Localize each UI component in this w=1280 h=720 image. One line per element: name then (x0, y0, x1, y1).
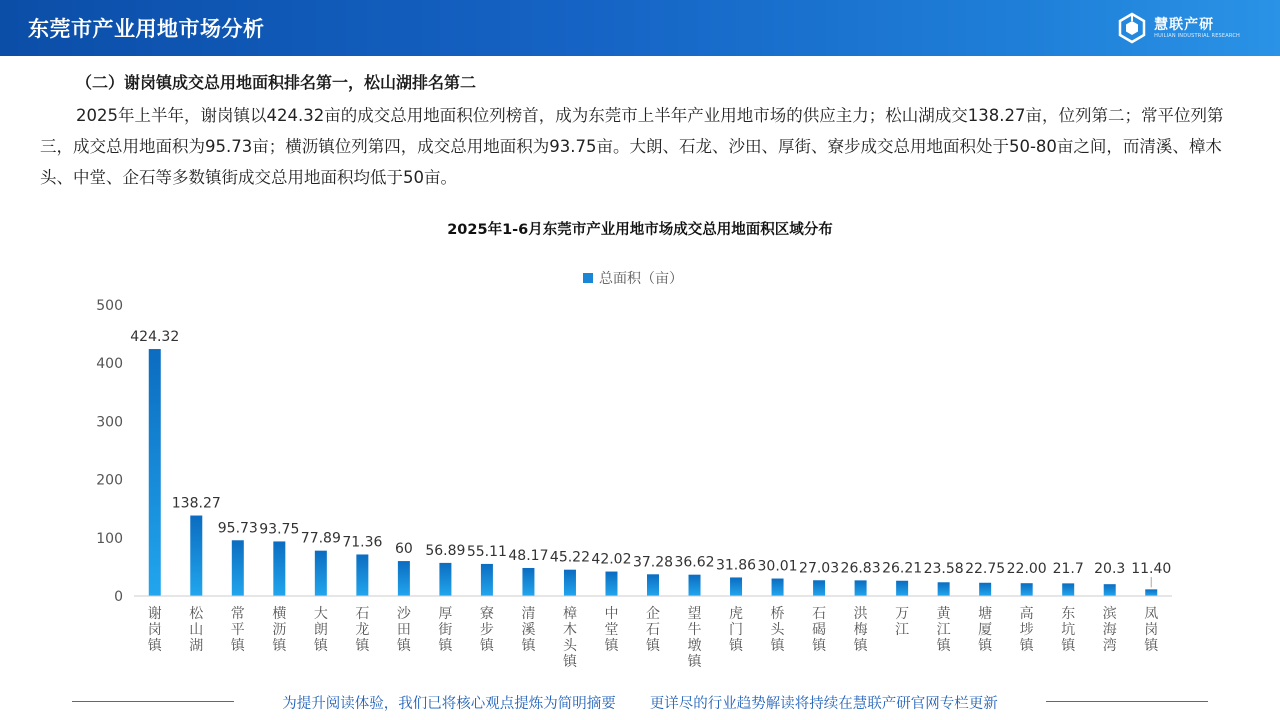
x-tick-label-char: 江 (936, 622, 951, 638)
data-label: 56.89 (425, 542, 466, 559)
x-tick-label-char: 堂 (604, 622, 619, 638)
x-tick-label-char: 厦 (978, 622, 993, 638)
summary-paragraph: 2025年上半年，谢岗镇以424.32亩的成交总用地面积位列榜首，成为东莞市上半年产业用地市场的供应主力；松山湖成交138.27亩，位列第二；常平位列第三，成交总用地面积为95.73亩；横沥镇位列第四，成交总用地面积为93.75亩。大朗、石龙、沙田、厚街、寮步成交总用地面积处于50-80亩之间，而清溪、樟木头、中堂、企石等多数镇街成交总用地面积均低于50亩。 (40, 106, 1224, 187)
x-tick-label-char: 龙 (355, 622, 370, 638)
bar[interactable] (356, 554, 368, 596)
x-tick-label-char: 田 (396, 622, 411, 638)
x-tick-label-char: 镇 (812, 638, 827, 654)
data-label: 20.3 (1094, 561, 1126, 577)
bar[interactable] (855, 580, 867, 596)
bar[interactable] (730, 577, 742, 596)
data-label: 30.01 (757, 558, 798, 575)
y-axis (96, 298, 123, 605)
bar[interactable] (190, 516, 202, 596)
x-tick-label-char: 镇 (396, 638, 411, 654)
x-tick-label-char: 高 (1019, 606, 1034, 622)
bar[interactable] (938, 582, 950, 596)
x-tick-label-char: 朗 (313, 622, 328, 638)
x-tick-label-char: 岗 (147, 622, 162, 638)
data-label: 26.83 (840, 560, 881, 577)
legend-label: 总面积（亩） (599, 271, 683, 287)
bar[interactable] (772, 579, 784, 596)
footer-divider-left (72, 701, 234, 702)
bars-group (130, 329, 1171, 596)
x-tick-label-char: 桥 (770, 606, 785, 622)
x-tick-label-char: 镇 (230, 638, 245, 654)
x-tick-label-char: 镇 (687, 654, 702, 670)
x-tick-label-char: 溪 (521, 622, 536, 638)
x-tick-label-char: 沙 (396, 606, 411, 622)
x-tick-label-char: 滨 (1102, 606, 1117, 622)
x-tick-label-char: 镇 (521, 638, 536, 654)
x-tick-label-char: 凤 (1144, 606, 1159, 622)
x-tick-label-char: 平 (230, 622, 245, 638)
data-label: 45.22 (549, 549, 591, 566)
x-tick-label-char: 望 (687, 606, 702, 622)
x-tick-label-char: 碣 (812, 622, 827, 638)
x-tick-label-char: 镇 (272, 638, 287, 654)
x-tick-label-char: 厚 (438, 606, 453, 622)
bar[interactable] (979, 583, 991, 596)
data-label: 21.7 (1052, 561, 1084, 577)
x-tick-label-char: 镇 (355, 638, 370, 654)
x-tick-label-char: 镇 (479, 638, 494, 654)
x-tick-label-char: 海 (1102, 622, 1117, 638)
bar[interactable] (1104, 584, 1116, 596)
x-tick-label-char: 镇 (978, 638, 993, 654)
bar[interactable] (605, 572, 617, 596)
x-tick-label-char: 梅 (853, 622, 868, 638)
x-tick-label-char: 木 (562, 622, 577, 638)
bar[interactable] (439, 563, 451, 596)
bar[interactable] (273, 541, 285, 596)
x-tick-label-char: 樟 (562, 606, 577, 622)
x-tick-label-char: 牛 (687, 622, 702, 638)
brand-name: 慧联产研 (1154, 16, 1215, 33)
bar[interactable] (896, 581, 908, 596)
x-tick-label-char: 镇 (936, 638, 951, 654)
x-tick-label-char: 万 (895, 606, 910, 622)
data-label: 93.75 (259, 521, 300, 538)
data-label: 48.17 (508, 547, 549, 564)
data-label: 42.02 (591, 551, 632, 568)
data-label: 22.75 (965, 561, 1006, 577)
page-title: 东莞市产业用地市场分析 (28, 17, 265, 41)
bar[interactable] (232, 540, 244, 596)
x-tick-label-char: 镇 (313, 638, 328, 654)
x-tick-label-char: 企 (646, 606, 660, 622)
x-tick-label-char: 镇 (853, 638, 868, 654)
bar[interactable] (813, 580, 825, 596)
y-tick-label: 100 (96, 530, 123, 547)
x-tick-label-char: 埗 (1019, 622, 1034, 638)
x-tick-label-char: 石 (812, 606, 827, 622)
x-tick-label-char: 虎 (729, 606, 744, 622)
x-tick-label-char: 坑 (1061, 622, 1076, 638)
x-tick-label-char: 东 (1061, 606, 1076, 622)
x-tick-label-char: 头 (562, 638, 577, 654)
x-tick-label-char: 江 (895, 622, 910, 638)
x-tick-label-char: 塘 (978, 606, 993, 622)
bar[interactable] (1021, 583, 1033, 596)
data-label: 36.62 (674, 554, 715, 571)
y-tick-label: 500 (96, 298, 123, 314)
data-label: 11.40 (1131, 561, 1172, 577)
x-tick-label-char: 山 (189, 622, 204, 638)
x-tick-label-char: 石 (355, 606, 370, 622)
x-tick-label-char: 寮 (479, 606, 494, 622)
footer-divider-right (1046, 701, 1208, 702)
data-label: 31.86 (715, 557, 757, 574)
bar[interactable] (564, 570, 576, 596)
data-label: 26.21 (882, 560, 923, 577)
x-tick-label-char: 门 (729, 622, 744, 638)
x-tick-label-char: 中 (604, 606, 619, 622)
bar[interactable] (522, 568, 534, 596)
bar[interactable] (1145, 589, 1157, 596)
y-tick-label: 0 (114, 589, 123, 605)
x-tick-label-char: 步 (479, 622, 494, 638)
x-tick-label-char: 镇 (147, 638, 162, 654)
footer-text-left: 为提升阅读体验，我们已将核心观点提炼为简明摘要 (282, 695, 616, 712)
data-label: 22.00 (1006, 561, 1047, 577)
x-tick-label-char: 镇 (729, 638, 744, 654)
data-label: 424.32 (130, 329, 180, 346)
x-tick-label-char: 洪 (853, 606, 868, 622)
data-label: 77.89 (300, 530, 341, 547)
x-tick-label-char: 湾 (1102, 638, 1117, 654)
x-tick-label-char: 镇 (770, 638, 785, 654)
bar[interactable] (149, 349, 161, 596)
x-tick-label-char: 镇 (438, 638, 453, 654)
brand-subtitle: HUILIAN INDUSTRIAL RESEARCH (1154, 32, 1240, 39)
x-tick-label-char: 谢 (147, 606, 162, 622)
y-tick-label: 400 (96, 356, 123, 373)
x-tick-label-char: 街 (438, 622, 453, 638)
footer-text-right: 更详尽的行业趋势解读将持续在慧联产研官网专栏更新 (649, 695, 998, 712)
x-tick-label-char: 镇 (562, 654, 577, 670)
x-tick-label-char: 松 (189, 606, 204, 622)
y-tick-label: 300 (96, 414, 123, 431)
section-heading: （二）谢岗镇成交总用地面积排名第一，松山湖排名第二 (76, 73, 477, 92)
x-tick-label-char: 清 (521, 606, 536, 622)
data-label: 95.73 (217, 520, 258, 537)
bar[interactable] (315, 551, 327, 596)
x-tick-label-char: 大 (313, 606, 328, 622)
x-tick-label-char: 湖 (189, 638, 204, 654)
bar[interactable] (647, 574, 659, 596)
x-tick-label-char: 岗 (1144, 622, 1159, 638)
bar[interactable] (481, 564, 493, 596)
data-label: 55.11 (466, 543, 507, 560)
x-tick-label-char: 横 (272, 606, 287, 622)
data-label: 23.58 (923, 561, 964, 577)
x-tick-label-char: 黄 (936, 606, 951, 622)
footer (0, 690, 1280, 714)
x-tick-label-char: 墩 (687, 638, 702, 654)
data-label: 138.27 (171, 495, 221, 512)
bar[interactable] (1062, 583, 1074, 596)
chart-title: 2025年1-6月东莞市产业用地市场成交总用地面积区域分布 (447, 222, 833, 238)
x-axis (134, 596, 1172, 670)
x-tick-label-char: 常 (230, 606, 245, 622)
x-tick-label-char: 镇 (1019, 638, 1034, 654)
x-tick-label-char: 镇 (646, 638, 660, 654)
data-label: 37.28 (632, 554, 674, 571)
x-tick-label-char: 石 (646, 622, 660, 638)
data-label: 71.36 (342, 534, 383, 551)
x-tick-label-char: 镇 (1061, 638, 1076, 654)
x-tick-label-char: 镇 (604, 638, 619, 654)
x-tick-label-char: 镇 (1144, 638, 1159, 654)
y-tick-label: 200 (96, 472, 123, 489)
x-tick-label-char: 沥 (272, 622, 287, 638)
data-label: 60 (394, 541, 413, 558)
x-tick-label-char: 头 (770, 622, 785, 638)
bar[interactable] (689, 575, 701, 596)
data-label: 27.03 (799, 560, 840, 577)
bar[interactable] (398, 561, 410, 596)
